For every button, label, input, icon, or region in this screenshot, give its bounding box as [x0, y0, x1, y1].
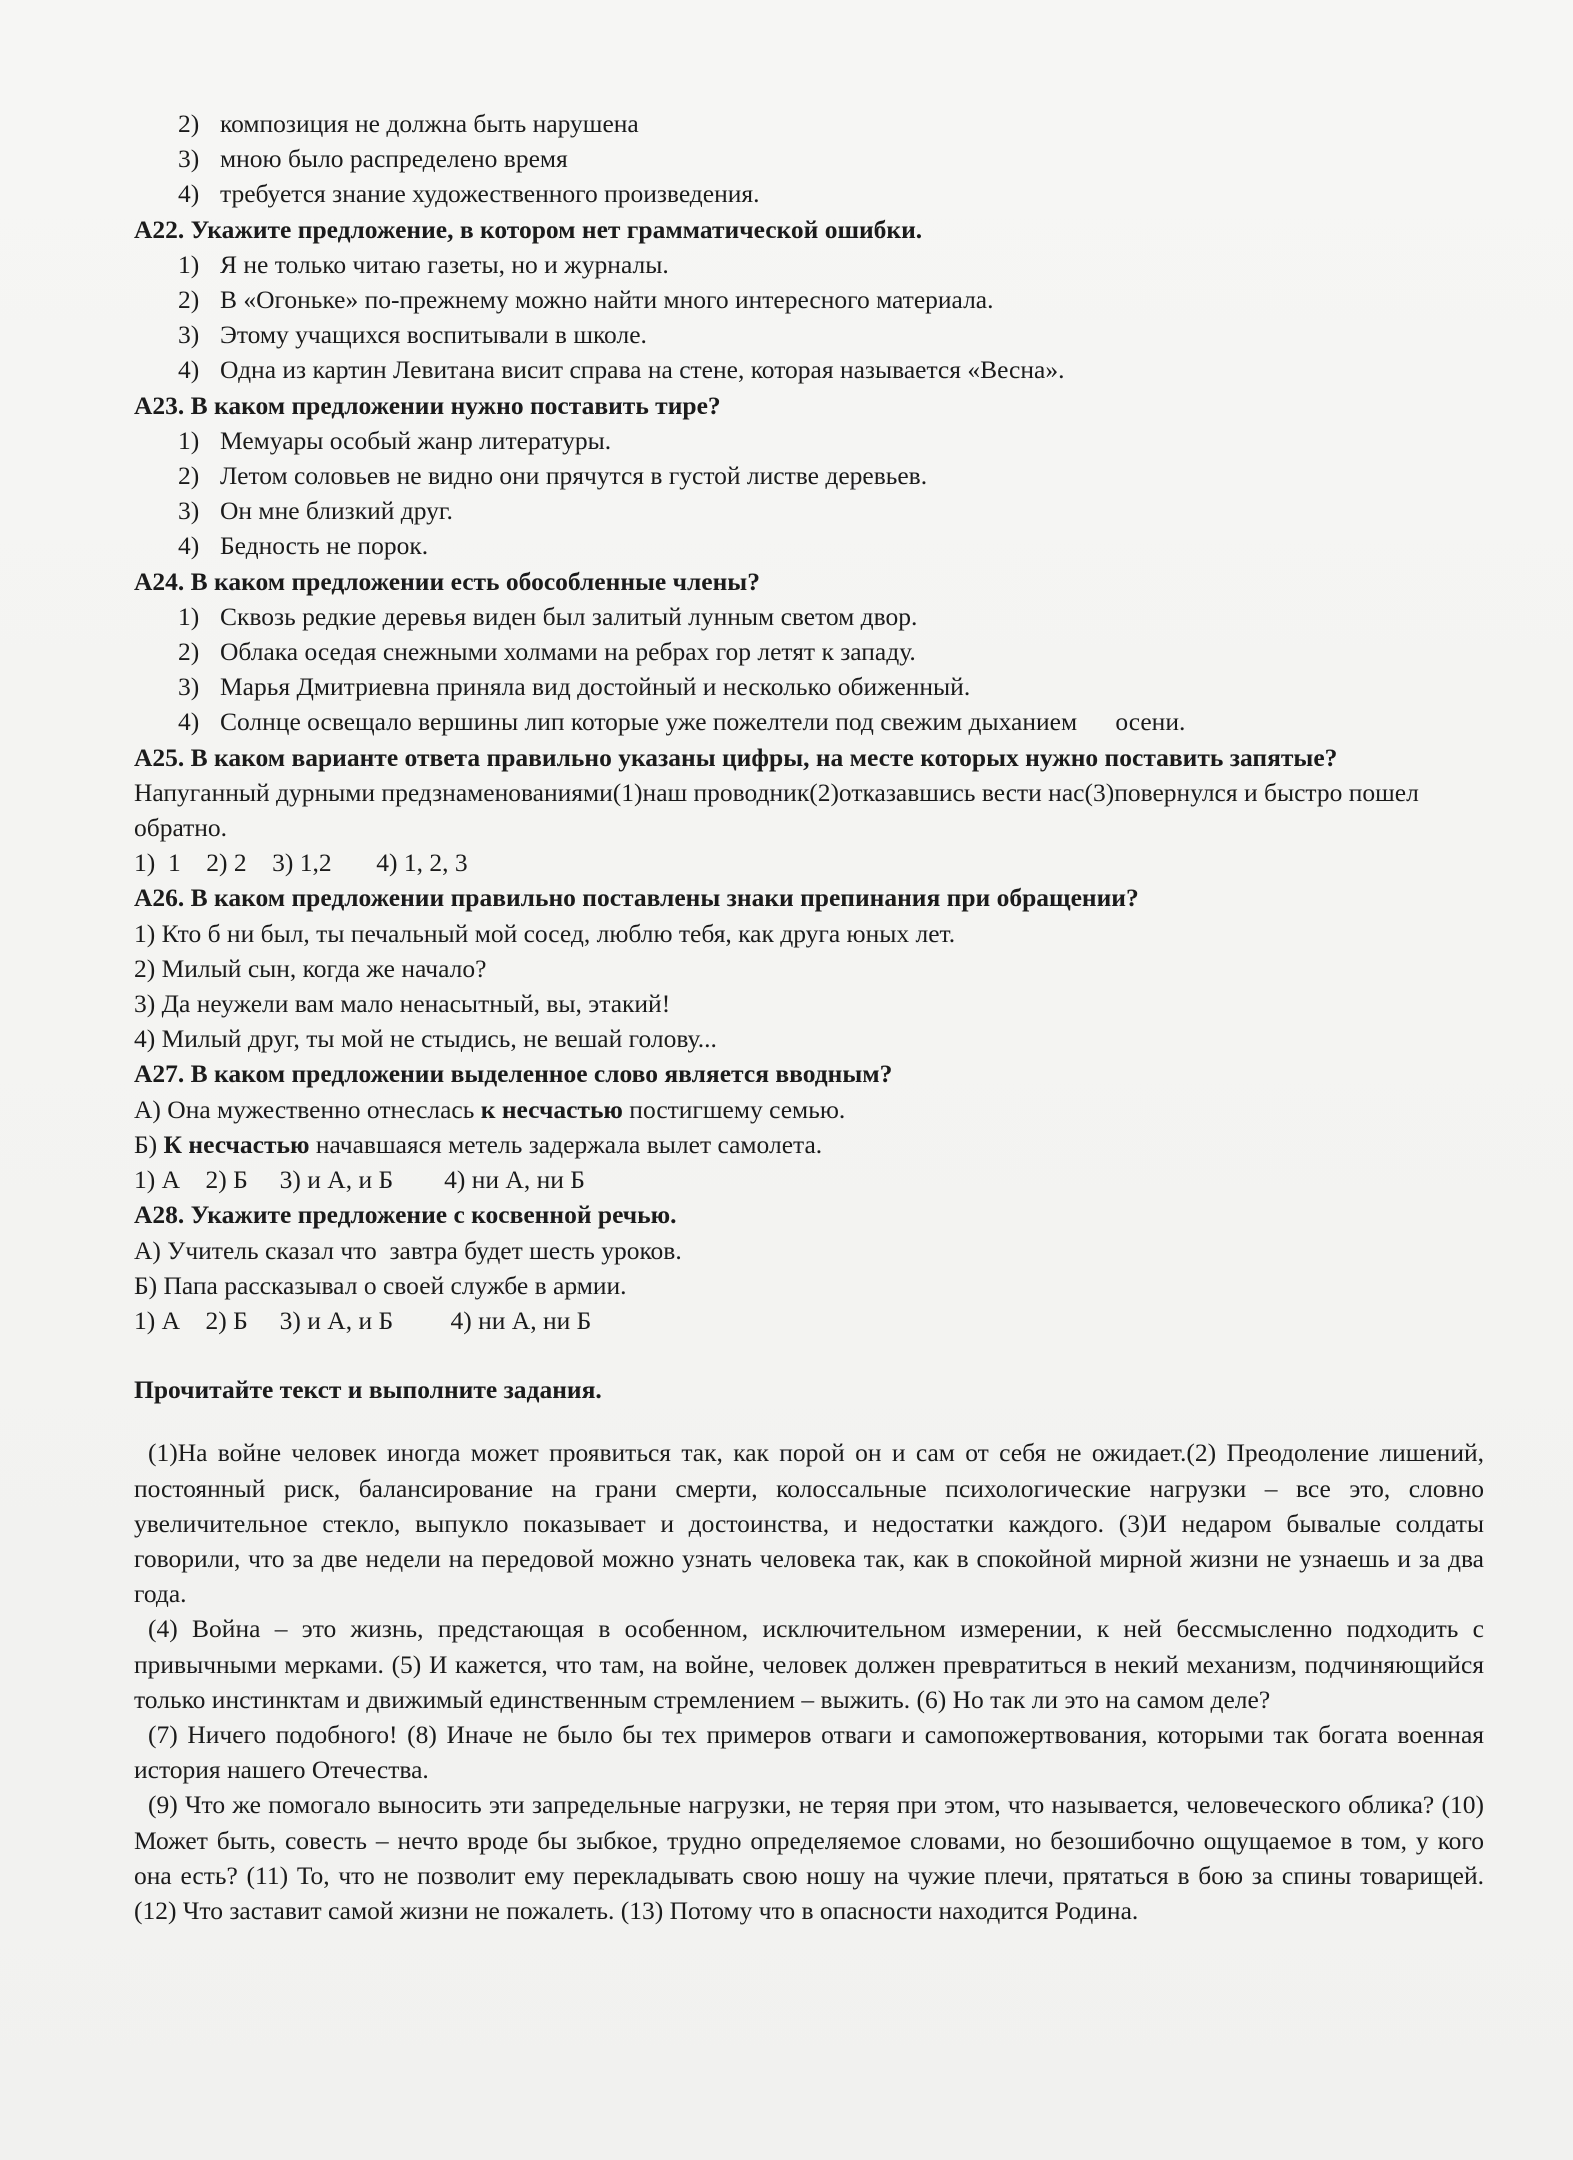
option-number: 2) — [178, 637, 200, 667]
text-paragraph: (7) Ничего подобного! (8) Иначе не было бы тех примеров отваги и самопожертвования, которыми так богата военная история нашего Отечества. — [134, 1719, 1484, 1785]
list-item: 4) Милый друг, ты мой не стыдись, не вешай голову... — [134, 1024, 717, 1054]
list-item: Б) Папа рассказывал о своей службе в армии. — [134, 1270, 627, 1300]
option-text: Облака оседая снежными холмами на ребрах гор летят к западу. — [220, 637, 916, 667]
list-item — [134, 352, 1484, 387]
list-item — [134, 282, 1484, 317]
option-number: 4) — [178, 707, 200, 737]
question-a27: А27. В каком предложении выделенное слово является вводным? — [134, 1059, 893, 1089]
text-paragraph: (9) Что же помогало выносить эти запредельные нагрузки, не теряя при этом, что называется, человеческого облика? (10) Может быть, совесть – нечто вроде бы зыбкое, трудно определяемое словами, но безошибочно ощущаемое в том, у кого она есть? (11) То, что не позволит ему перекладывать свою ношу на чужие плечи, прятаться в бою за спины товарищей. (12) Что заставит самой жизни не пожалеть. (13) Потому что в опасности находится Родина. — [134, 1790, 1484, 1925]
list-item: А) Учитель сказал что завтра будет шесть уроков. — [134, 1235, 682, 1265]
option-text: Одна из картин Левитана висит справа на стене, которая называется «Весна». — [220, 355, 1065, 385]
option-text: В «Огоньке» по-прежнему можно найти много интересного материала. — [220, 285, 994, 315]
question-a24: А24. В каком предложении есть обособленные члены? — [134, 566, 760, 596]
document-content — [134, 106, 1484, 1928]
list-item — [134, 176, 1484, 211]
answer-options: 1) А 2) Б 3) и А, и Б 4) ни А, ни Б — [134, 1305, 592, 1335]
option-number: 3) — [178, 496, 200, 526]
text-paragraph: (4) Война – это жизнь, предстающая в особенном, исключительном измерении, к ней бессмысленно подходить с привычными мерками. (5) И кажется, что там, на войне, человек должен превратиться в некий механизм, подчиняющийся только инстинктам и движимый единственным стремлением – выжить. (6) Но так ли это на самом деле? — [134, 1614, 1484, 1714]
list-item — [134, 1127, 1484, 1162]
list-item: 3) Да неужели вам мало ненасытный, вы, этакий! — [134, 989, 671, 1019]
sentence-text: А) Она мужественно отнеслась — [134, 1094, 481, 1124]
list-item — [134, 458, 1484, 493]
option-number: 1) — [178, 601, 200, 631]
option-text: мною было распределено время — [220, 144, 568, 174]
sentence-text: постигшему семью. — [622, 1094, 846, 1124]
option-text: Он мне близкий друг. — [220, 496, 453, 526]
option-text: Этому учащихся воспитывали в школе. — [220, 320, 647, 350]
option-number: 1) — [178, 249, 200, 279]
list-item: 1) Кто б ни был, ты печальный мой сосед, люблю тебя, как друга юных лет. — [134, 918, 956, 948]
option-text: Сквозь редкие деревья виден был залитый лунным светом двор. — [220, 601, 918, 631]
task-heading: Прочитайте текст и выполните задания. — [134, 1375, 602, 1405]
spacer — [134, 1338, 1484, 1372]
highlighted-word: к несчастью — [480, 1094, 623, 1124]
list-item: 2) Милый сын, когда же начало? — [134, 953, 487, 983]
spacer — [134, 1407, 1484, 1435]
question-a23: А23. В каком предложении нужно поставить тире? — [134, 390, 721, 420]
option-text: композиция не должна быть нарушена — [220, 109, 639, 138]
list-item — [134, 141, 1484, 176]
list-item — [134, 704, 1484, 739]
option-number: 4) — [178, 355, 200, 385]
option-text: Солнце освещало вершины лип которые уже пожелтели под свежим дыханием осени. — [220, 707, 1186, 737]
text-paragraph: (1)На войне человек иногда может проявиться так, как порой он и сам от себя не ожидает.(2) Преодоление лишений, постоянный риск, балансирование на грани смерти, колоссальные психологические нагрузки – все это, словно увеличительное стекло, выпукло показывает и достоинства, и недостатки каждого. (3)И недаром бывалые солдаты говорили, что за две недели на передовой можно узнать человека так, как в спокойной мирной жизни не узнаешь и за два года. — [134, 1438, 1484, 1609]
answer-options: 1) 1 2) 2 3) 1,2 4) 1, 2, 3 — [134, 848, 468, 878]
list-item — [134, 106, 1484, 141]
question-a25: А25. В каком варианте ответа правильно указаны цифры, на месте которых нужно поставить запятые? — [134, 742, 1338, 772]
option-number: 4) — [178, 531, 200, 561]
option-number: 3) — [178, 672, 200, 702]
list-item — [134, 669, 1484, 704]
question-a26: А26. В каком предложении правильно поставлены знаки препинания при обращении? — [134, 883, 1139, 913]
option-number: 4) — [178, 179, 200, 209]
option-text: Я не только читаю газеты, но и журналы. — [220, 249, 669, 279]
option-number: 3) — [178, 144, 200, 174]
option-number: 2) — [178, 109, 200, 138]
list-item — [134, 423, 1484, 458]
list-item — [134, 493, 1484, 528]
highlighted-word: К несчастью — [163, 1129, 310, 1159]
option-text: Мемуары особый жанр литературы. — [220, 425, 612, 455]
list-item — [134, 634, 1484, 669]
option-number: 1) — [178, 425, 200, 455]
question-sentence: Напуганный дурными предзнаменованиями(1)наш проводник(2)отказавшись вести нас(3)повернулся и быстро пошел обратно. — [134, 777, 1419, 843]
sentence-text: Б) — [134, 1129, 164, 1159]
list-item — [134, 599, 1484, 634]
option-number: 2) — [178, 461, 200, 491]
option-text: Марья Дмитриевна приняла вид достойный и несколько обиженный. — [220, 672, 971, 702]
option-text: Летом соловьев не видно они прячутся в густой листве деревьев. — [220, 461, 928, 491]
answer-options: 1) А 2) Б 3) и А, и Б 4) ни А, ни Б — [134, 1165, 585, 1195]
sentence-text: начавшаяся метель задержала вылет самолета. — [309, 1129, 823, 1159]
option-number: 2) — [178, 285, 200, 315]
list-item — [134, 247, 1484, 282]
option-text: Бедность не порок. — [220, 531, 429, 561]
option-text: требуется знание художественного произведения. — [220, 179, 760, 209]
list-item — [134, 317, 1484, 352]
question-a28: А28. Укажите предложение с косвенной речью. — [134, 1200, 677, 1230]
question-a22: А22. Укажите предложение, в котором нет грамматической ошибки. — [134, 214, 923, 244]
list-item — [134, 1092, 1484, 1127]
option-number: 3) — [178, 320, 200, 350]
list-item — [134, 528, 1484, 563]
